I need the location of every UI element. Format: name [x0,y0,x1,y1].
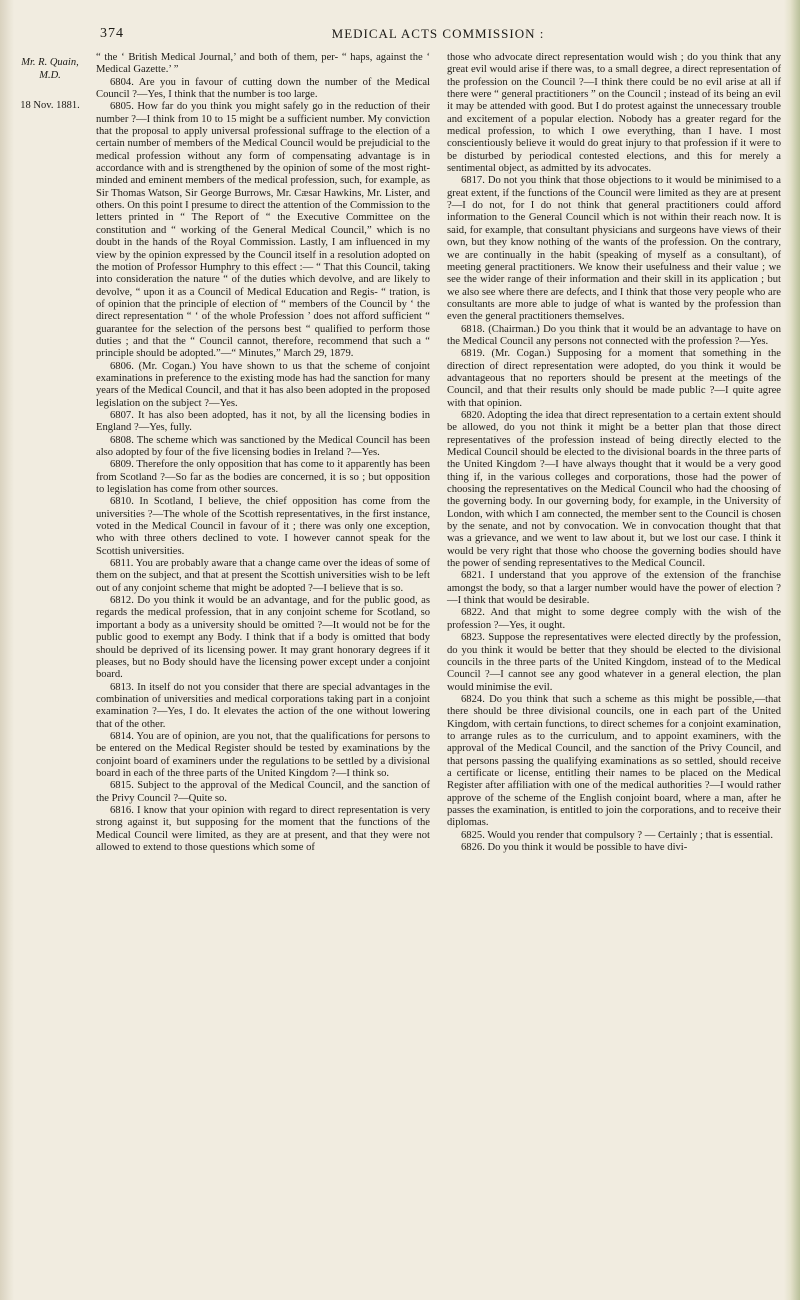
running-head: MEDICAL ACTS COMMISSION : [331,26,545,41]
paragraph: 6807. It has also been adopted, has it not, by all the licensing bodies in England ?—Yes, fully. [96,409,430,434]
paragraph: 6806. (Mr. Cogan.) You have shown to us that the scheme of conjoint examinations in preference to the existing mode has had the sanction for many years of the Medical Council, and that it has also been adopted in the proposed legislation on the subject ?—Yes. [96,360,430,409]
paragraph: 6816. I know that your opinion with regard to direct representation is very strong against it, but supposing for the moment that the functions of the Medical Council were limited, as they are at present, and that they were not allowed to extend to those questions which some of [96,804,430,853]
paragraph: 6819. (Mr. Cogan.) Supposing for a moment that something in the direction of direct representation were adopted, do you think it would be advantageous that no reporters should be present at the meetings of the Council, and that their results only should be made public ?—I quite agree with that opinion. [447,348,781,409]
paragraph: 6815. Subject to the approval of the Medical Council, and the sanction of the Privy Council ?—Quite so. [96,780,430,804]
paragraph: 6805. How far do you think you might safely go in the reduction of their number ?—I think from 10 to 15 might be a sufficient number. My conviction that the proposal to apply universal professional suffrage to the election of a certain number of members of the Medical Council would be prejudicial to the medical profession without any form of compensating advantage is in accordance with and is strengthened by the opinion of some of the most right-minded and eminent members of the medical profession, such, for example, as Sir Thomas Watson, Sir George Burrows, Mr. Cæsar Hawkins, Mr. Lister, and others. On this point I presume to direct the attention of the Commission to the letters printed in “ The Report of “ the Executive Committee on the constitution and “ working of the General Medical Council,” which is no doubt in the hands of the Royal Commission. Lastly, I am influenced in my view by the opinion expressed by the Council itself in a resolution adopted on the motion of Professor Humphry to this effect :— “ That this Council, taking into consideration the nature “ of the duties which devolve, and are likely to devolve, “ upon it as a Council of Medical Education and Regis- “ tration, is of opinion that the principle of election of “ members of the Council by ‘ the direct representation “ ‘ of the whole Profession ’ does not afford sufficient “ guarantee for the selection of the persons best “ qualified to perform those duties ; and that the “ Council cannot, therefore, recommend that such a “ principle should be adopted.”—“ Minutes,” March 29, 1879. [96,101,430,360]
paragraph: 6814. You are of opinion, are you not, that the qualifications for persons to be entered on the Medical Register should be tested by examinations by the conjoint board of examiners under the regulations to be settled by a divisional board in each of the three parts of the United Kingdom ?—I think so. [96,730,430,779]
paragraph: 6813. In itself do not you consider that there are special advantages in the combination of universities and medical corporations taking part in a conjoint examination ?—Yes, I do. It elevates the action of the one without lowering that of the other. [96,681,430,730]
paragraph: 6809. Therefore the only opposition that has come to it apparently has been from Scotland ?—So far as the bodies are concerned, it is so ; but opposition to legislation has come from other sources. [96,459,430,496]
page-edge-right [784,0,800,1300]
page-header [100,26,776,44]
paragraph: 6825. Would you render that compulsory ? — Certainly ; that is essential. [461,829,773,841]
paragraph: 6810. In Scotland, I believe, the chief opposition has come from the universities ?—The whole of the Scottish representatives, in the first instance, voted in the Medical Council in favour of it ; there was only one exception, who with three others declined to vote. I however cannot speak for the Scottish universities. [96,496,430,557]
paragraph: 6824. Do you think that such a scheme as this might be possible,—that there should be three divisional councils, one in each part of the United Kingdom, with certain functions, to direct schemes for a conjoint examination, to arrange rules as to the curriculum, and to appoint examiners, with the approval of the Medical Council, and the sanction of the Privy Council, and that persons passing the qualifying examinations as so settled, should receive a certificate or license, entitling their names to be placed on the Medical Register after affiliation with one of the medical authorities ?—I would rather approve of the scheme of the English conjoint board, where a man, after he passes the examination, is entitled to join the corporations, and to receive their diplomas. [447,693,781,829]
margin-witness: Mr. R. Quain, M.D. [21,57,79,81]
paragraph: 6812. Do you think it would be an advantage, and for the public good, as regards the medical profession, that in any conjoint scheme for Scotland, so important a body as a university should be omitted ?—It would not be for the public good to exempt any Body. I think that if a body is omitted that body should be deprived of its licensing power. It may grant honorary degrees if it pleases, but no Body should have the licensing power except under a conjoint board. [96,595,430,681]
paragraph: those who advocate direct representation would wish ; do you think that any great evil would arise if there was, to a small degree, a direct representation of the profession on the Council ?—I think there could be no evil arise at all if there were “ general practitioners ” on the Council ; instead of its being an evil it may be attended with good. But I do protest against the unnecessary trouble and excitement of a popular election. Nobody has a greater regard for the medical profession, to which I owe everything, than I have. I most conscientiously believe it would do great injury to that profession if it were to be disturbed by periodical contested elections, and this for merely a sentimental object, as admitted by its advocates. [447,52,781,175]
margin-date: 18 Nov. 1881. [20,100,80,111]
paragraph: 6817. Do not you think that those objections to it would be minimised to a great extent, if the functions of the Council were limited as they are at present ?—I do not, for I do not think that general practitioners could afford information to the General Council which is not within their reach now. It is said, for example, that consultant physicians and surgeons have views of their own, but they know nothing of the wants of the profession. On the contrary, we are continually in the habit (speaking of myself as a consultant), of meeting general practitioners. We know their usefulness and their value ; we see the wider range of their information and their skill in its application ; but we also see where there are defects, and I think that those very people who are consultants are more able to judge of what is wanted by the profession than even the general practitioners themselves. [447,175,781,323]
right-column [447,52,781,854]
left-column [96,52,430,854]
paragraph: 6821. I understand that you approve of the extension of the franchise amongst the body, so that a larger number would have the power of election ?—I think that would be desirable. [447,570,781,607]
paragraph: 6804. Are you in favour of cutting down the number of the Medical Council ?—Yes, I think that the number is too large. [96,76,430,101]
paragraph: 6826. Do you think it would be possible to have divi- [461,842,688,853]
paragraph: 6808. The scheme which was sanctioned by the Medical Council has been also adopted by four of the five licensing bodies in Ireland ?—Yes. [96,434,430,458]
paragraph: 6822. And that might to some degree comply with the wish of the profession ?—Yes, it ought. [447,607,781,631]
paragraph: 6818. (Chairman.) Do you think that it would be an advantage to have on the Medical Council any persons not connected with the profession ?—Yes. [447,323,781,347]
paragraph: 6823. Suppose the representatives were elected directly by the profession, do you think it would be better that they should be elected to the divisional councils in the three parts of the United Kingdom, instead of to the Medical Council ?—I cannot see any good whatever in a general election, the plan would minimise the evil. [447,632,781,693]
page-number: 374 [100,26,124,41]
paragraph: 6820. Adopting the idea that direct representation to a certain extent should be allowed, do you not think it might be a better plan that those direct representatives of the profession instead of being directly elected to the Medical Council should be elected to the divisional boards in the three parts of the United Kingdom ?—I have always thought that it would be a very good thing if, in the various colleges and corporations, those had the power of choosing the representatives on the Medical Council who had the choosing of the governing body. In our governing body, for example, in the University of London, with which I am connected, the member sent to the Council is chosen by the senate, and not by convocation. We in convocation thought that that was a grievance, and we went to law about it, but we lost our case. I think it would be very right that those who choose the governing bodies should have the power of sending representatives to the Medical Council. [447,409,781,570]
paragraph: 6811. You are probably aware that a change came over the ideas of some of them on the subject, and that at present the Scottish universities wish to be left out of any conjoint scheme that might be adopted ?—I believe that is so. [96,558,430,594]
page-edge-left [0,0,14,1300]
paragraph: “ the ‘ British Medical Journal,’ and both of them, per- “ haps, against the ‘ Medical Gazette.’ ” [96,52,430,76]
